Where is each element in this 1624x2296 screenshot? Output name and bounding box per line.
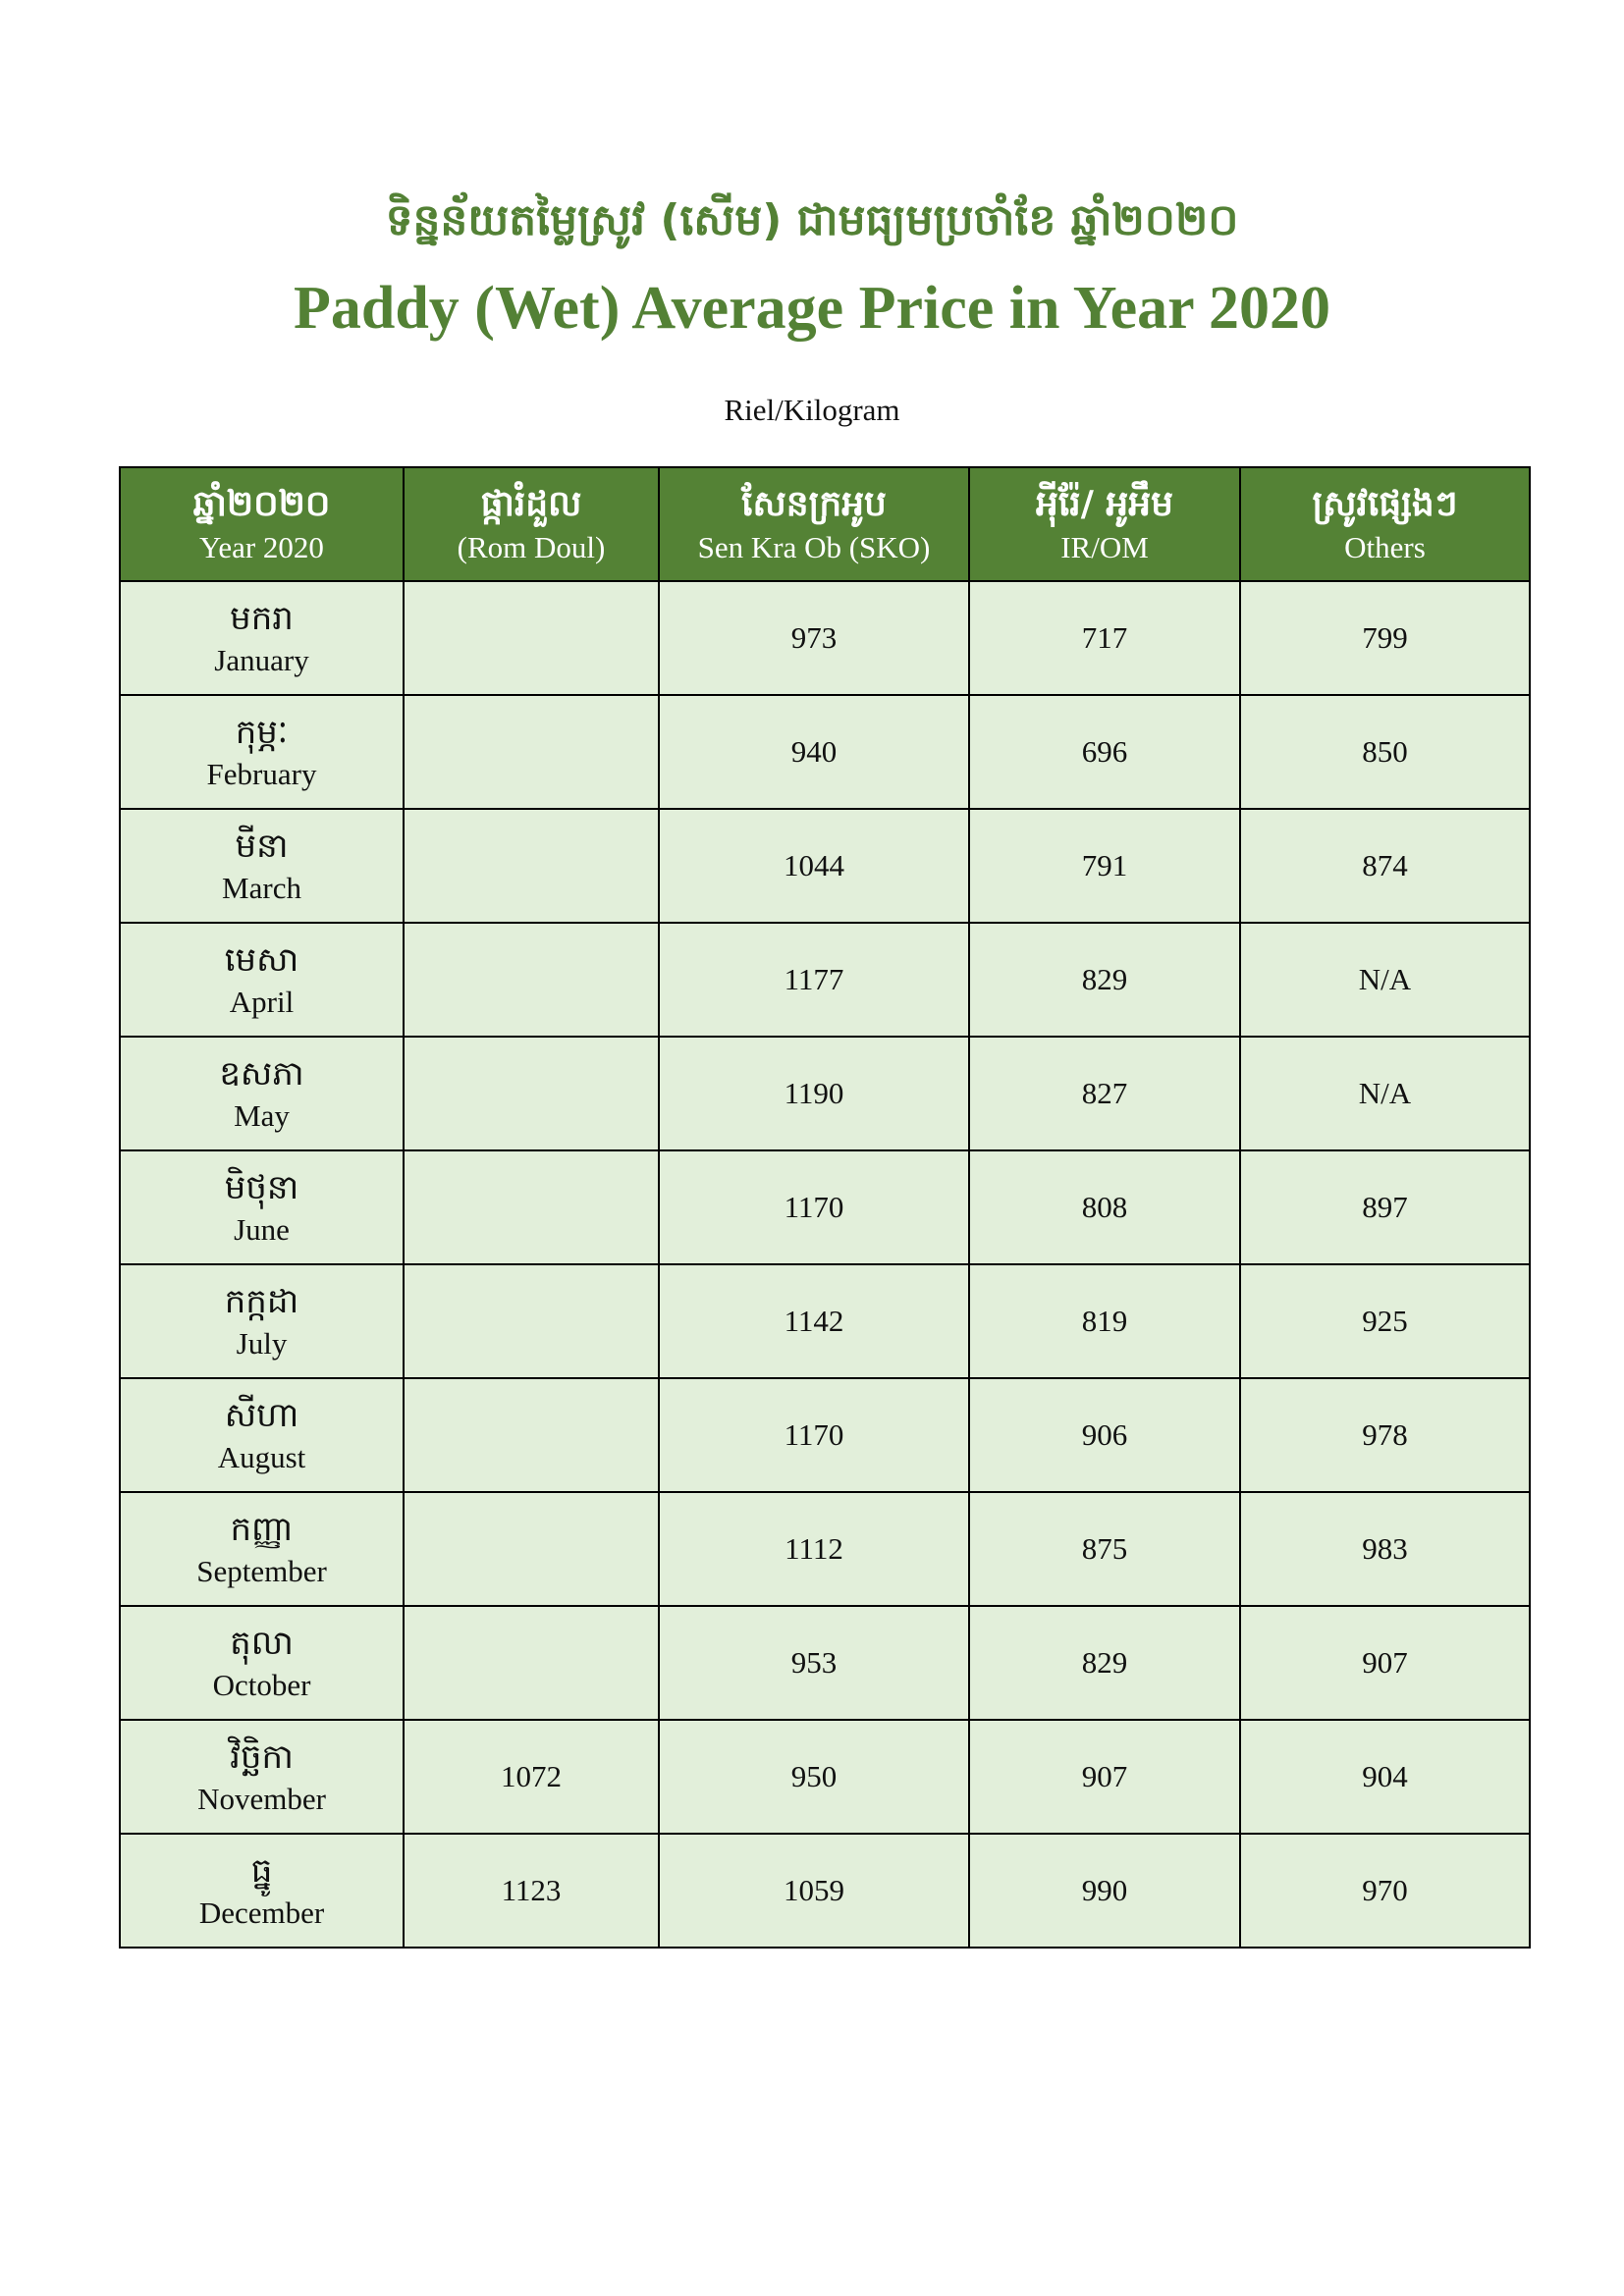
sko-cell: 973	[659, 581, 969, 695]
month-cell	[120, 695, 404, 809]
month-khmer: មករា	[230, 599, 294, 638]
rom-doul-cell	[404, 1492, 659, 1606]
rom-doul-cell	[404, 923, 659, 1037]
month-cell	[120, 1378, 404, 1492]
month-cell	[120, 923, 404, 1037]
month-english: February	[206, 757, 317, 791]
sko-cell: 953	[659, 1606, 969, 1720]
sko-cell: 1112	[659, 1492, 969, 1606]
table-row	[120, 1150, 1530, 1264]
header-sko-english: Sen Kra Ob (SKO)	[697, 530, 931, 564]
ir-om-cell: 829	[969, 923, 1240, 1037]
header-others-english: Others	[1344, 530, 1426, 564]
rom-doul-cell: 1123	[404, 1834, 659, 1948]
header-year-english: Year 2020	[199, 530, 324, 564]
others-cell: 850	[1240, 695, 1530, 809]
rom-doul-cell: 1072	[404, 1720, 659, 1834]
others-cell: 978	[1240, 1378, 1530, 1492]
sko-cell: 1170	[659, 1378, 969, 1492]
ir-om-cell: 907	[969, 1720, 1240, 1834]
ir-om-cell: 906	[969, 1378, 1240, 1492]
ir-om-cell: 990	[969, 1834, 1240, 1948]
header-year-khmer: ឆ្នាំ២០២០	[192, 484, 331, 524]
table-row	[120, 1378, 1530, 1492]
month-khmer: កក្កដា	[224, 1282, 299, 1321]
month-english: March	[222, 871, 301, 905]
table-row	[120, 1834, 1530, 1948]
month-khmer: មេសា	[224, 940, 299, 980]
rom-doul-cell	[404, 695, 659, 809]
table-row	[120, 1264, 1530, 1378]
sko-cell: 1059	[659, 1834, 969, 1948]
month-khmer: មិថុនា	[224, 1168, 299, 1207]
sko-cell: 950	[659, 1720, 969, 1834]
rom-doul-cell	[404, 581, 659, 695]
sko-cell: 1190	[659, 1037, 969, 1150]
month-english: August	[217, 1440, 306, 1474]
ir-om-cell: 808	[969, 1150, 1240, 1264]
month-english: December	[198, 1896, 325, 1930]
month-khmer: ធ្នូ	[250, 1851, 273, 1891]
month-khmer: វិច្ឆិកា	[230, 1737, 294, 1777]
page-title-khmer: ទិន្នន័យតម្លៃស្រូវ (សើម) ជាមធ្យមប្រចាំខែ ឆ្នាំ២០២០	[385, 195, 1239, 245]
month-cell	[120, 1037, 404, 1150]
month-cell	[120, 1150, 404, 1264]
ir-om-cell: 829	[969, 1606, 1240, 1720]
rom-doul-cell	[404, 1606, 659, 1720]
others-cell: 904	[1240, 1720, 1530, 1834]
table-row	[120, 695, 1530, 809]
ir-om-cell: 819	[969, 1264, 1240, 1378]
sko-cell: 1177	[659, 923, 969, 1037]
others-cell: 799	[1240, 581, 1530, 695]
month-khmer: កុម្ភៈ	[235, 713, 289, 752]
others-cell: N/A	[1240, 1037, 1530, 1150]
header-ir-om-khmer: អុីរ៉ែ/ អូអឹម	[1036, 484, 1173, 524]
ir-om-cell: 696	[969, 695, 1240, 809]
rom-doul-cell	[404, 1264, 659, 1378]
month-khmer: តុលា	[230, 1624, 294, 1663]
rom-doul-cell	[404, 1150, 659, 1264]
month-cell	[120, 1606, 404, 1720]
header-ir-om-english: IR/OM	[1060, 530, 1149, 564]
table-row	[120, 1720, 1530, 1834]
ir-om-cell: 717	[969, 581, 1240, 695]
others-cell: 897	[1240, 1150, 1530, 1264]
ir-om-cell: 791	[969, 809, 1240, 923]
month-english: September	[196, 1554, 327, 1588]
month-khmer: កញ្ញា	[230, 1510, 294, 1549]
month-cell	[120, 581, 404, 695]
month-english: May	[234, 1098, 290, 1133]
unit-label: Riel/Kilogram	[724, 393, 900, 427]
month-english: April	[229, 985, 295, 1019]
header-sko	[659, 467, 969, 581]
price-table	[119, 466, 1531, 1949]
month-english: June	[234, 1212, 290, 1247]
page-title: Paddy (Wet) Average Price in Year 2020	[293, 275, 1331, 342]
others-cell: N/A	[1240, 923, 1530, 1037]
table-row	[120, 923, 1530, 1037]
month-khmer: មីនា	[235, 827, 289, 866]
header-others	[1240, 467, 1530, 581]
others-cell: 983	[1240, 1492, 1530, 1606]
header-others-khmer: ស្រូវផ្សេងៗ	[1312, 484, 1458, 524]
ir-om-cell: 875	[969, 1492, 1240, 1606]
header-sko-khmer: សែនក្រអូប	[741, 484, 887, 524]
rom-doul-cell	[404, 1378, 659, 1492]
header-rom-doul	[404, 467, 659, 581]
sko-cell: 940	[659, 695, 969, 809]
month-khmer: ឧសភា	[219, 1054, 304, 1094]
header-ir-om	[969, 467, 1240, 581]
others-cell: 907	[1240, 1606, 1530, 1720]
table-row	[120, 1606, 1530, 1720]
header-rom-doul-english: (Rom Doul)	[457, 530, 606, 564]
rom-doul-cell	[404, 1037, 659, 1150]
table-row	[120, 809, 1530, 923]
others-cell: 970	[1240, 1834, 1530, 1948]
ir-om-cell: 827	[969, 1037, 1240, 1150]
sko-cell: 1170	[659, 1150, 969, 1264]
month-english: July	[236, 1326, 288, 1361]
others-cell: 874	[1240, 809, 1530, 923]
table-row	[120, 581, 1530, 695]
month-khmer: សីហា	[224, 1396, 299, 1435]
month-cell	[120, 1834, 404, 1948]
sko-cell: 1044	[659, 809, 969, 923]
month-english: January	[214, 643, 309, 677]
table-header-row	[120, 467, 1530, 581]
header-year	[120, 467, 404, 581]
month-cell	[120, 1264, 404, 1378]
month-cell	[120, 1720, 404, 1834]
sko-cell: 1142	[659, 1264, 969, 1378]
others-cell: 925	[1240, 1264, 1530, 1378]
table-row	[120, 1037, 1530, 1150]
month-english: November	[197, 1782, 326, 1816]
rom-doul-cell	[404, 809, 659, 923]
month-cell	[120, 809, 404, 923]
table-row	[120, 1492, 1530, 1606]
header-rom-doul-khmer: ផ្ការំដួល	[480, 484, 582, 524]
month-cell	[120, 1492, 404, 1606]
month-english: October	[212, 1668, 311, 1702]
